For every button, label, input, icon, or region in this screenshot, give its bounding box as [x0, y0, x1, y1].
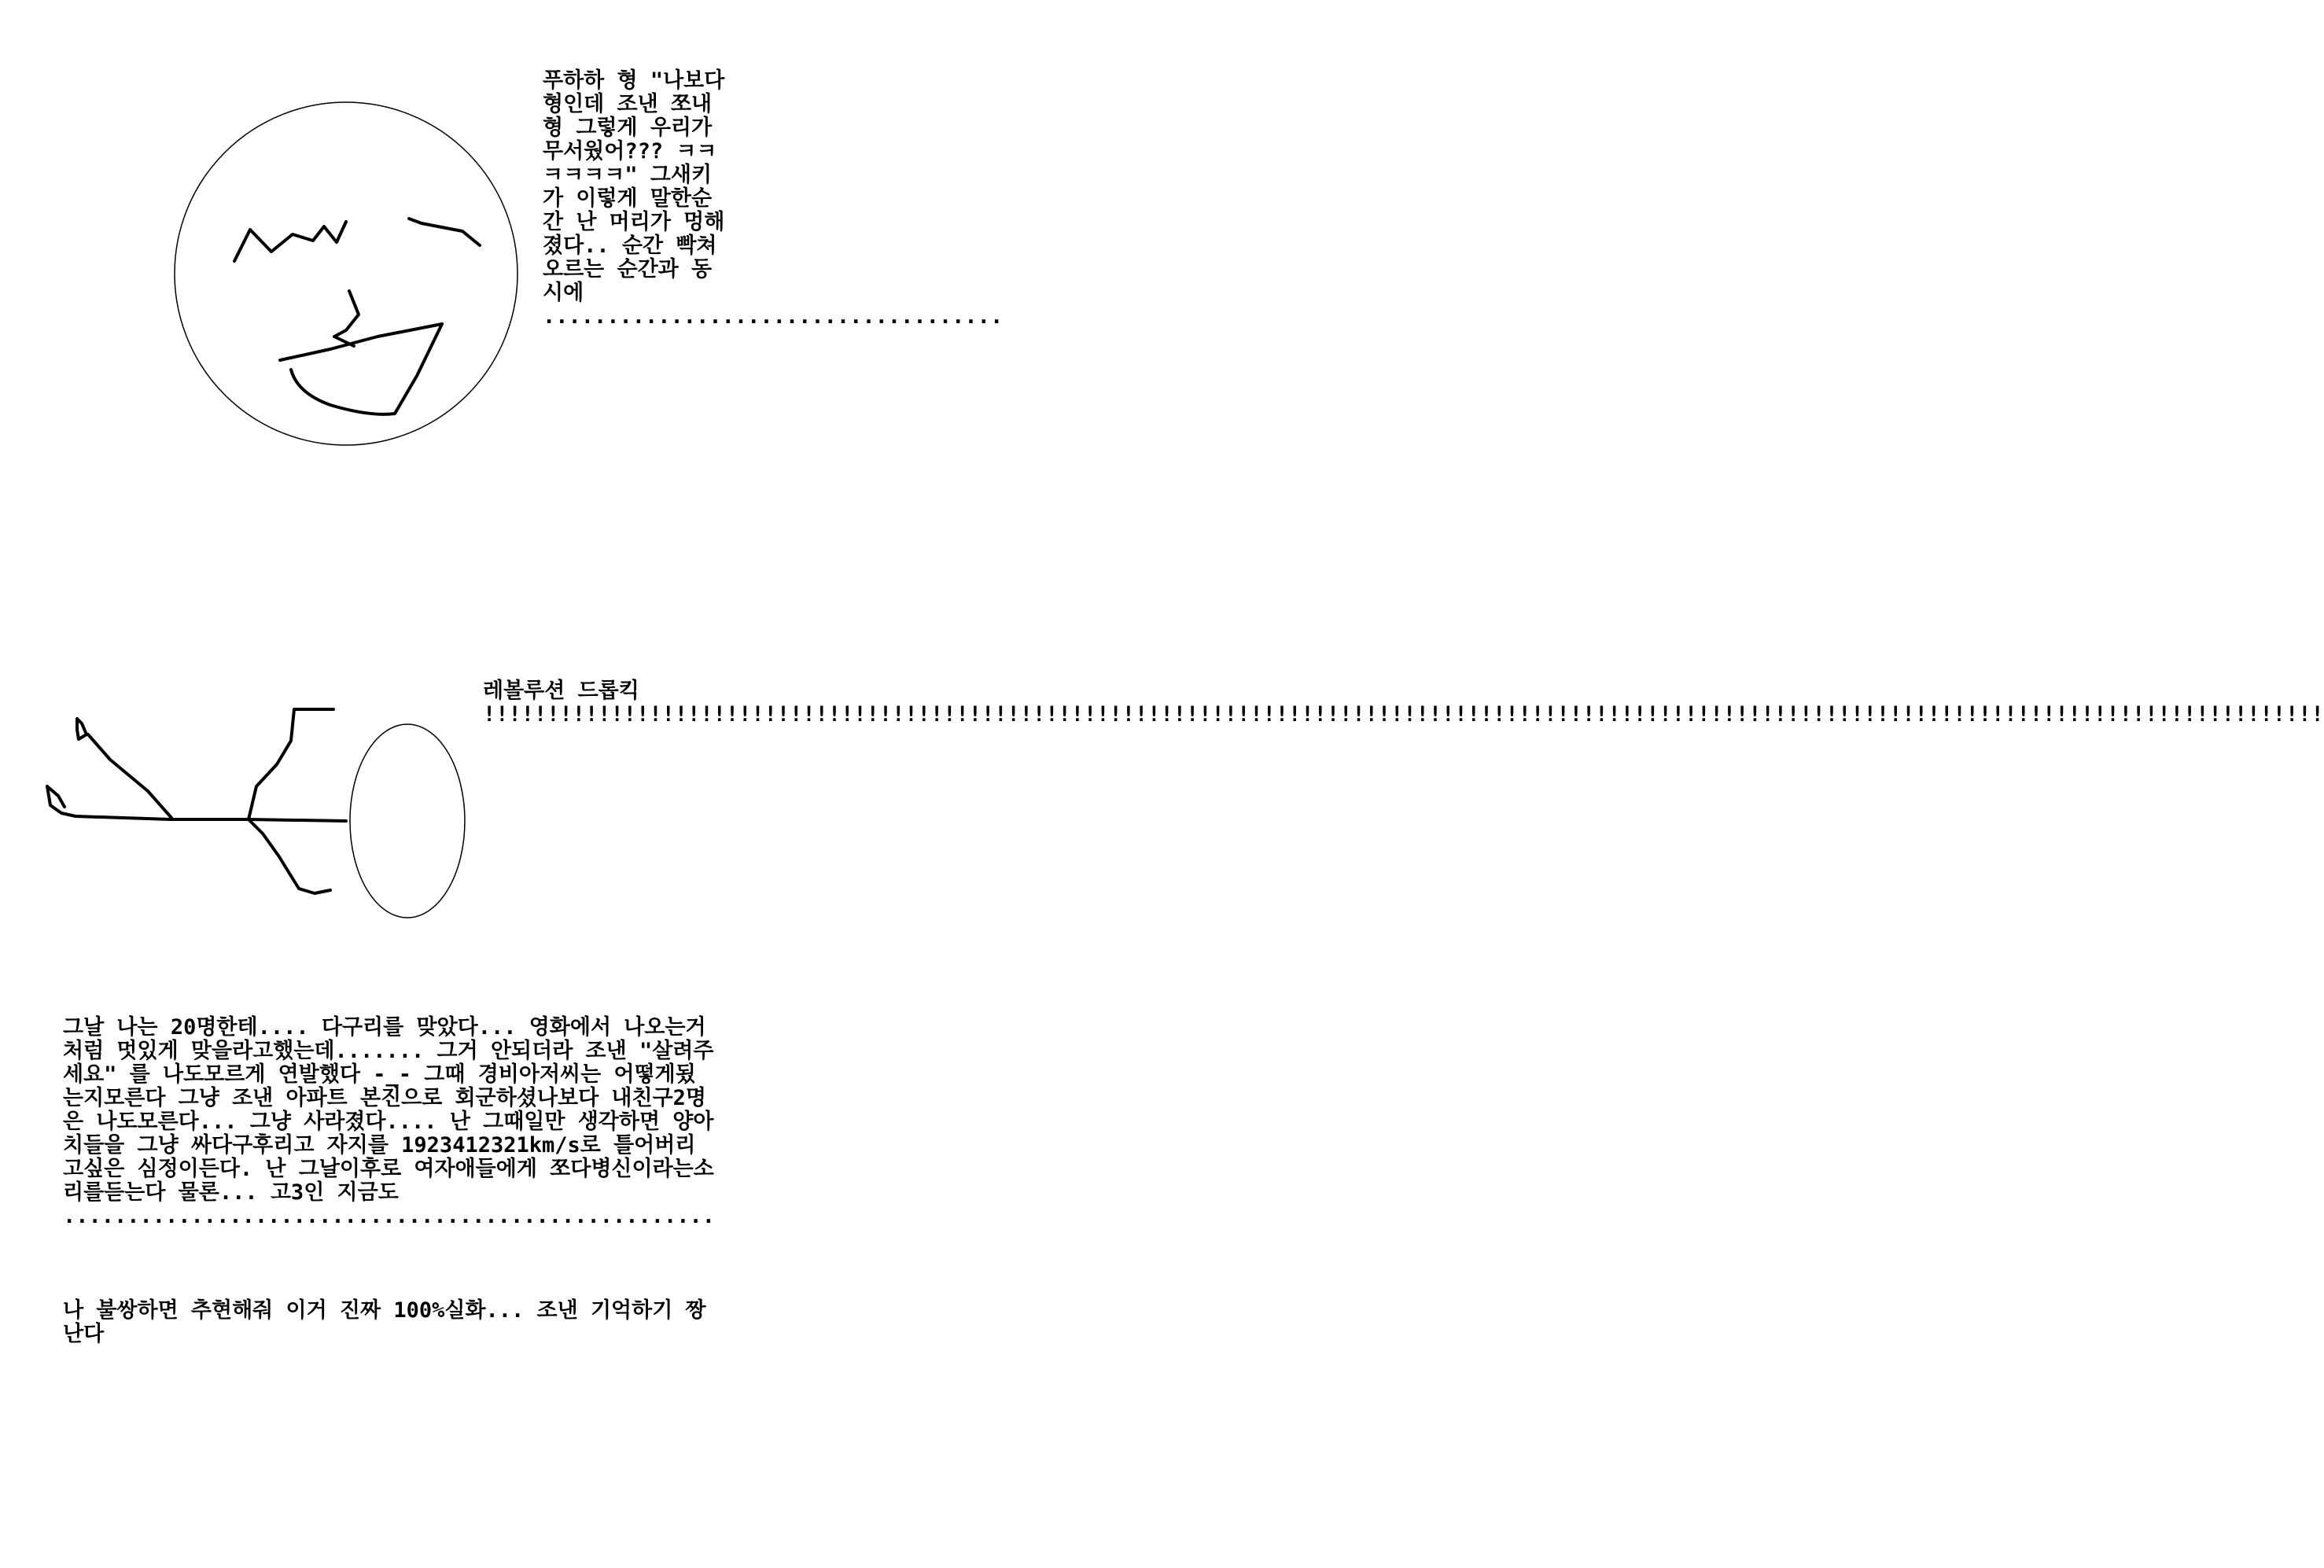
second-leg [77, 719, 171, 818]
kicking-leg [47, 786, 346, 821]
nose [334, 291, 359, 346]
story-text-aftermath: 그날 나는 20명한테.... 다구리를 맞았다... 영화에서 나오는거처럼 멋있게 맞을라고했는데....... 그거 안되더라 조낸 "살려주세요" 를 나도모르게 연발했다 -_- 그때 경비아저씨는 어떻게됬는지모른다 그냥 조낸 아파트 본진으로 회군하셨나보다 내친구2명은 나도모른다... 그냥 사라졌다.... 난 그때일만 생각하면 양아치들을 그냥 싸다구후리고 자지를 1923412321km/s로 틀어버리고싶은 심정이든다. 난 그날이후로 여자애들에게 쪼다병신이라는소리를듣는다 물론... 고3인 지금도 ................................................... [63, 1015, 716, 1228]
closing-text-plea: 나 불쌍하면 추현해줘 이거 진짜 100%실화... 조낸 기억하기 짱난다 [63, 1298, 706, 1346]
upper-arm [249, 709, 333, 819]
speech-text-mocking: 푸하하 형 "나보다 형인데 조낸 쪼내 형 그렇게 우리가 무서웠어??? ㅋㅋㅋㅋㅋㅋ" 그새키가 이렇게 말한순간 난 머리가 멍해졌다.. 순간 빡쳐오르는 순간과 동시에 .................................... [543, 68, 1004, 329]
laughing-face-drawing [175, 102, 517, 445]
lower-arm [249, 819, 330, 893]
left-eye [234, 222, 346, 261]
right-eye [409, 219, 480, 245]
dropkick-figure-drawing [47, 709, 465, 918]
action-text-dropkick: 레볼루션 드롭킥 !!!!!!!!!!!!!!!!!!!!!!!!!!!!!!!!!!!!!!!!!!!!!!!!!!!!!!!!!!!!!!!!!!!!!!!!!!!!!!!!!!!!!!!!!!!!!!!!!!!!!!!!!!!!!!!!!!!!!!!!!!!!!!!!!!!!!!!!!!!!!!!! [483, 679, 2324, 727]
mouth-top [280, 324, 442, 360]
mouth-bottom [291, 324, 442, 414]
face-outline [175, 102, 517, 445]
head-oval [350, 724, 465, 918]
